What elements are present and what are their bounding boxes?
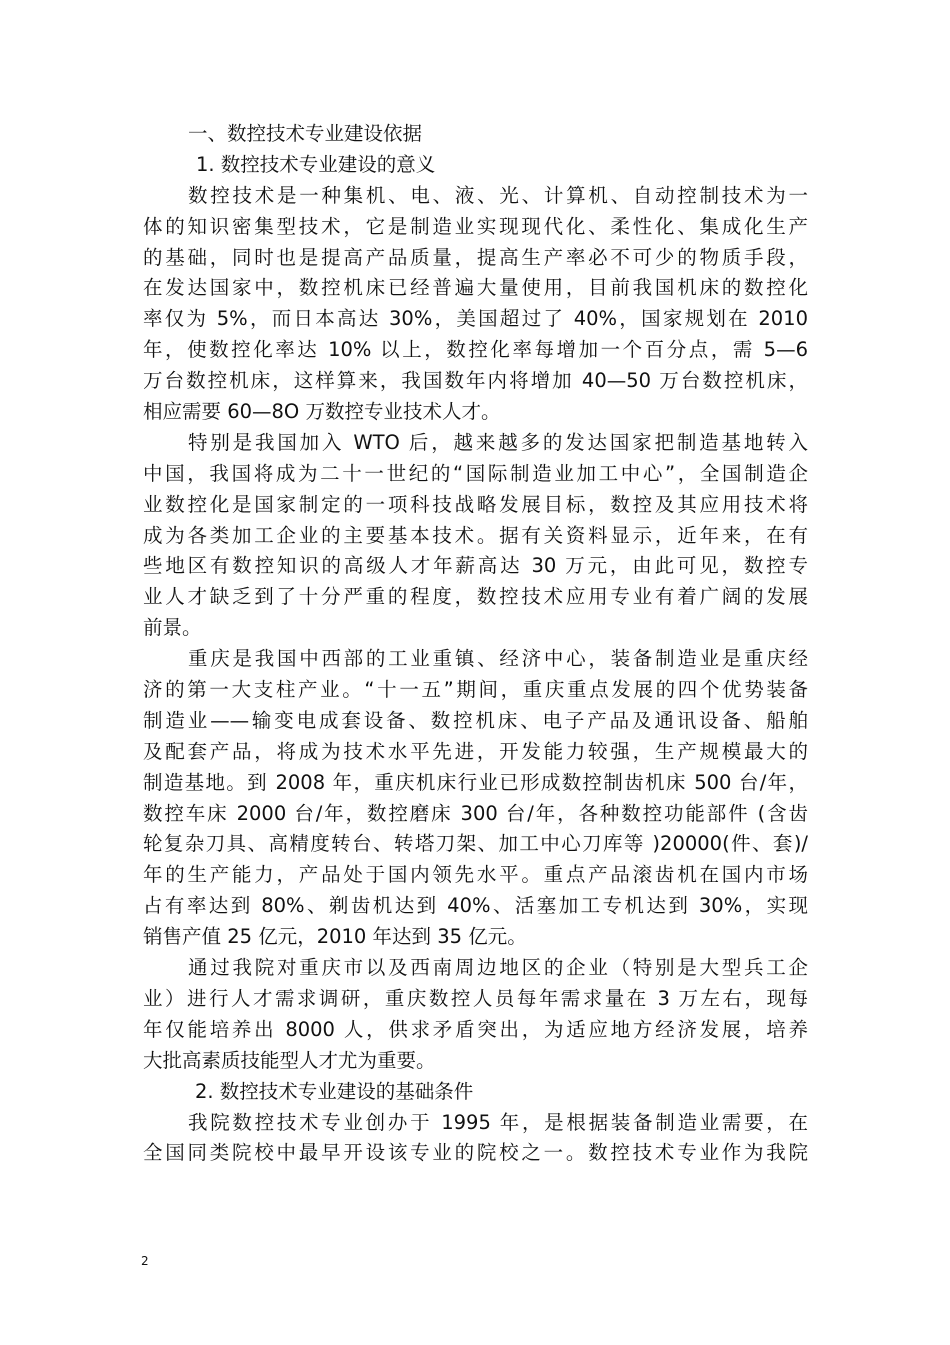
paragraph-line: 特别是我国加入 WTO 后，越来越多的发达国家把制造基地转入	[188, 430, 808, 454]
paragraph-line: 重庆是我国中西部的工业重镇、经济中心，装备制造业是重庆经	[188, 647, 808, 671]
section-title-significance: 1. 数控技术专业建设的意义	[196, 152, 436, 176]
paragraph-line: 全国同类院校中最早开设该专业的院校之一。数控技术专业作为我院	[143, 1141, 808, 1165]
paragraph-chongqing	[143, 644, 808, 953]
paragraph-line: 年的生产能力，产品处于国内领先水平。重点产品滚齿机在国内市场	[143, 863, 808, 887]
document-body	[143, 119, 808, 1169]
paragraph-line: 率仅为 5%，而日本高达 30%，美国超过了 40%，国家规划在 2010	[143, 307, 808, 331]
paragraph-line: 轮复杂刀具、高精度转台、转塔刀架、加工中心刀库等 )20000(件、套)/	[143, 832, 808, 856]
paragraph-line: 制造基地。到 2008 年，重庆机床行业已形成数控制齿机床 500 台/年，	[143, 770, 808, 794]
paragraph-line: 体的知识密集型技术，它是制造业实现现代化、柔性化、集成化生产	[143, 214, 808, 238]
paragraph-line: 占有率达到 80%、剃齿机达到 40%、活塞加工专机达到 30%，实现	[143, 894, 808, 918]
paragraph-demand-survey	[143, 953, 808, 1077]
paragraph-line: 业）进行人才需求调研，重庆数控人员每年需求量在 3 万左右，现每	[143, 986, 808, 1010]
paragraph-line: 成为各类加工企业的主要基本技术。据有关资料显示，近年来，在有	[143, 523, 808, 547]
chapter-heading: 一、数控技术专业建设依据	[188, 122, 423, 145]
paragraph-line: 的基础，同时也是提高产品质量，提高生产率必不可少的物质手段，	[143, 245, 808, 269]
paragraph-line: 中国，我国将成为二十一世纪的“国际制造业加工中心”，全国制造企	[143, 461, 808, 485]
page-number: 2	[141, 1254, 149, 1268]
paragraph-line: 年，使数控化率达 10% 以上，数控化率每增加一个百分点，需 5—6	[143, 338, 808, 362]
paragraph-line: 些地区有数控知识的高级人才年薪高达 30 万元，由此可见，数控专	[143, 554, 808, 578]
paragraph-line: 我院数控技术专业创办于 1995 年，是根据装备制造业需要，在	[188, 1110, 808, 1134]
paragraph-line: 年仅能培养出 8000 人，供求矛盾突出，为适应地方经济发展，培养	[143, 1017, 808, 1041]
paragraph-line: 及配套产品，将成为技术水平先进，开发能力较强，生产规模最大的	[143, 739, 808, 763]
paragraph-significance	[143, 181, 808, 428]
paragraph-line: 前景。	[143, 616, 202, 640]
section-title-foundation: 2. 数控技术专业建设的基础条件	[195, 1079, 474, 1103]
paragraph-line: 业人才缺乏到了十分严重的程度，数控技术应用专业有着广阔的发展	[143, 585, 808, 609]
paragraph-line: 在发达国家中，数控机床已经普遍大量使用，目前我国机床的数控化	[143, 276, 808, 300]
paragraph-wto	[143, 428, 808, 644]
paragraph-founding	[143, 1108, 808, 1170]
paragraph-line: 通过我院对重庆市以及西南周边地区的企业（特别是大型兵工企	[188, 956, 808, 980]
paragraph-line: 销售产值 25 亿元，2010 年达到 35 亿元。	[143, 925, 527, 949]
paragraph-line: 数控车床 2000 台/年，数控磨床 300 台/年，各种数控功能部件 (含齿	[143, 801, 808, 825]
paragraph-line: 相应需要 60—8O 万数控专业技术人才。	[143, 400, 501, 424]
paragraph-line: 万台数控机床，这样算来，我国数年内将增加 40—50 万台数控机床，	[143, 369, 808, 393]
paragraph-line: 制造业——输变电成套设备、数控机床、电子产品及通讯设备、船舶	[143, 708, 808, 732]
paragraph-line: 数控技术是一种集机、电、液、光、计算机、自动控制技术为一	[188, 183, 808, 207]
paragraph-line: 济的第一大支柱产业。“十一五”期间，重庆重点发展的四个优势装备	[143, 678, 808, 702]
paragraph-line: 业数控化是国家制定的一项科技战略发展目标，数控及其应用技术将	[143, 492, 808, 516]
paragraph-line: 大批高素质技能型人才尤为重要。	[143, 1048, 436, 1072]
